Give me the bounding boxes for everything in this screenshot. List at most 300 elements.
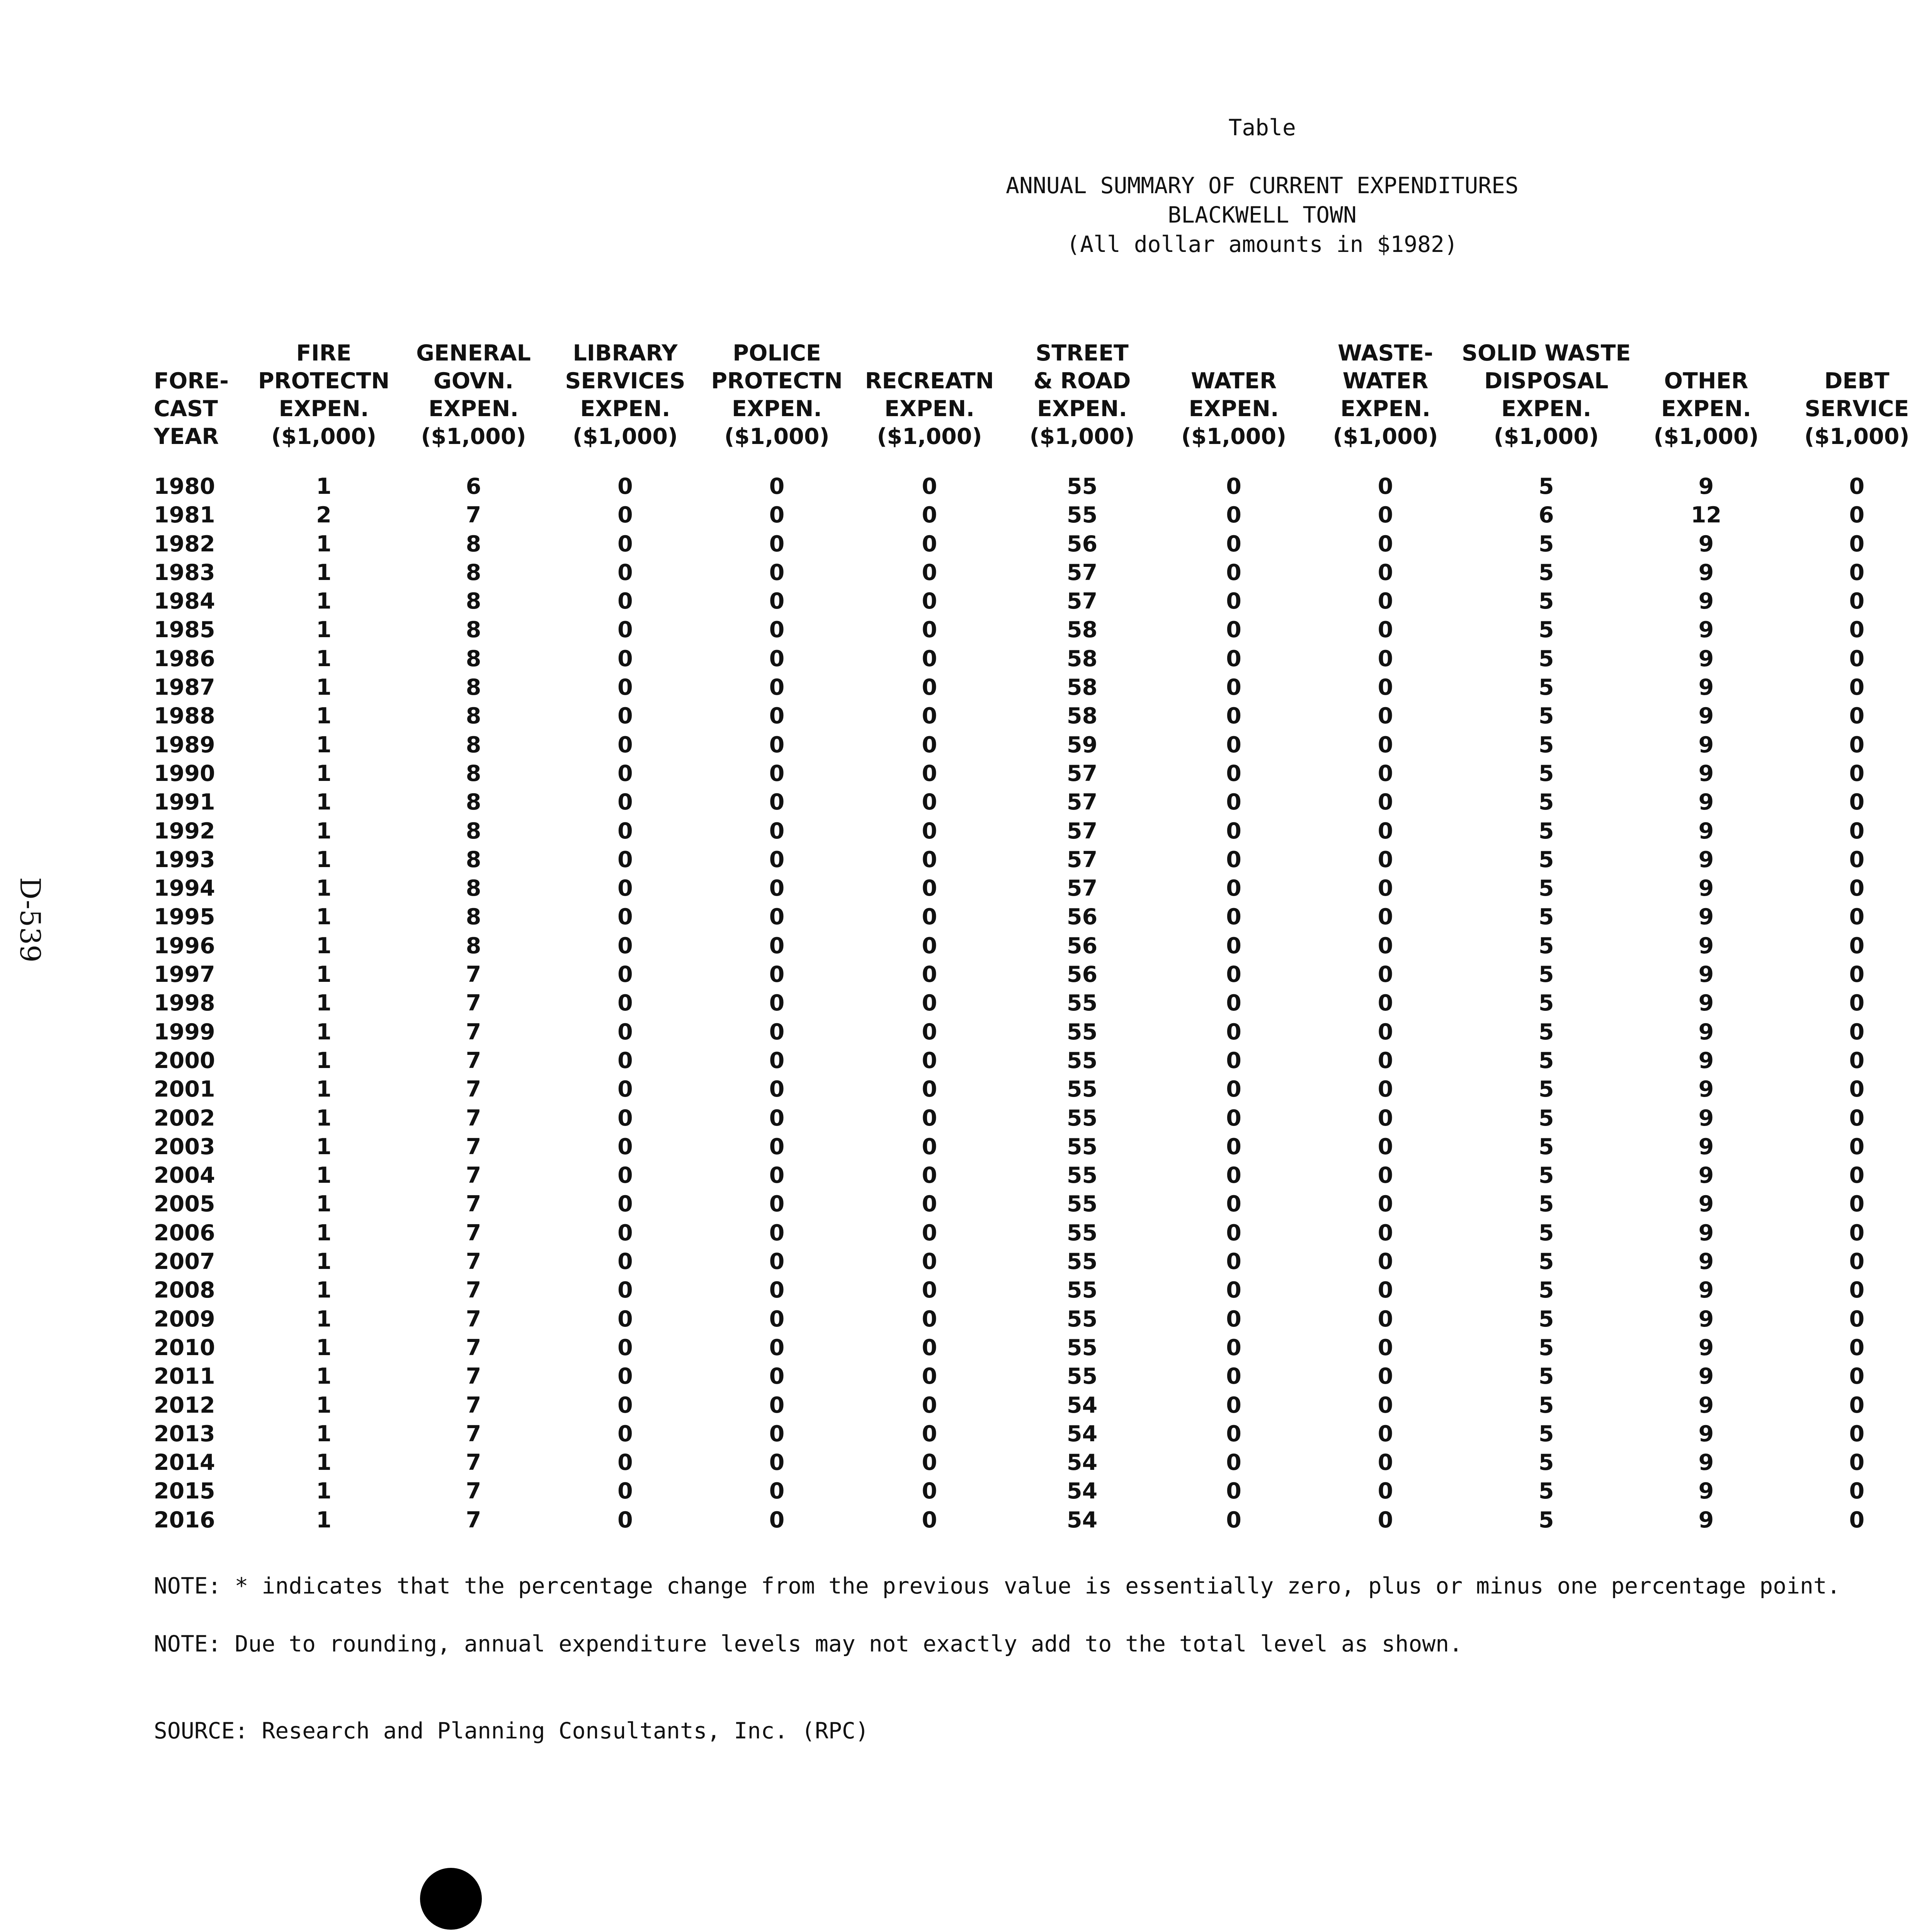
value-cell: 0 <box>617 732 633 758</box>
value-cell: 0 <box>617 876 633 901</box>
value-cell: 9 <box>1698 1364 1714 1389</box>
value-cell: 9 <box>1698 1478 1714 1504</box>
value-cell: 0 <box>1226 1335 1242 1361</box>
value-cell: 0 <box>922 847 937 872</box>
value-cell: 0 <box>769 847 785 872</box>
value-cell: 0 <box>922 617 937 643</box>
value-cell: 0 <box>922 675 937 701</box>
value-cell: 0 <box>1226 1306 1242 1332</box>
year-cell: 1989 <box>154 732 215 758</box>
value-cell: 1 <box>316 847 332 872</box>
table-row <box>154 817 1932 845</box>
column-header-line: EXPEN. <box>279 396 369 422</box>
value-cell: 57 <box>1066 847 1098 872</box>
value-cell: 0 <box>1849 703 1865 729</box>
value-cell: 55 <box>1066 1105 1098 1131</box>
value-cell: 5 <box>1538 1249 1554 1275</box>
year-cell: 1982 <box>154 531 215 557</box>
value-cell: 5 <box>1538 818 1554 844</box>
value-cell: 0 <box>1378 1134 1393 1160</box>
table-row <box>154 558 1932 587</box>
value-cell: 0 <box>922 646 937 672</box>
value-cell: 0 <box>1226 703 1242 729</box>
value-cell: 0 <box>1378 1306 1393 1332</box>
year-cell: 1981 <box>154 502 215 528</box>
value-cell: 0 <box>1226 1249 1242 1275</box>
table-row <box>154 702 1932 730</box>
table-row <box>154 960 1932 989</box>
value-cell: 0 <box>1226 646 1242 672</box>
value-cell: 5 <box>1538 1163 1554 1189</box>
value-cell: 0 <box>922 732 937 758</box>
value-cell: 9 <box>1698 818 1714 844</box>
year-cell: 1983 <box>154 560 215 585</box>
value-cell: 5 <box>1538 1392 1554 1418</box>
value-cell: 0 <box>1849 876 1865 901</box>
value-cell: 7 <box>466 1249 481 1275</box>
value-cell: 8 <box>466 646 481 672</box>
year-cell: 2004 <box>154 1163 215 1189</box>
title-block <box>0 171 1932 259</box>
value-cell: 1 <box>316 1364 332 1389</box>
value-cell: 5 <box>1538 1450 1554 1476</box>
value-cell: 0 <box>1226 560 1242 585</box>
value-cell: 9 <box>1698 617 1714 643</box>
value-cell: 0 <box>922 904 937 930</box>
column-header-line: FIRE <box>296 340 352 366</box>
column-header-line: PROTECTN <box>711 368 843 394</box>
value-cell: 0 <box>922 1048 937 1073</box>
value-cell: 0 <box>922 1277 937 1303</box>
value-cell: 0 <box>1378 1105 1393 1131</box>
value-cell: 59 <box>1066 732 1098 758</box>
value-cell: 0 <box>617 646 633 672</box>
table-row <box>154 1448 1932 1477</box>
value-cell: 0 <box>922 1163 937 1189</box>
value-cell: 0 <box>1226 502 1242 528</box>
value-cell: 57 <box>1066 588 1098 614</box>
value-cell: 0 <box>922 962 937 988</box>
value-cell: 9 <box>1698 646 1714 672</box>
value-cell: 0 <box>769 646 785 672</box>
value-cell: 7 <box>466 1507 481 1533</box>
column-header-line: GENERAL <box>416 340 531 366</box>
value-cell: 1 <box>316 1134 332 1160</box>
value-cell: 9 <box>1698 560 1714 585</box>
value-cell: 0 <box>769 675 785 701</box>
header-row <box>154 367 1932 395</box>
column-header-line <box>853 339 1006 367</box>
value-cell: 0 <box>617 1277 633 1303</box>
value-cell: 9 <box>1698 1421 1714 1447</box>
column-header-line: WATER <box>1342 368 1429 394</box>
column-header-line: EXPEN. <box>732 396 822 422</box>
value-cell: 9 <box>1698 1048 1714 1073</box>
value-cell: 0 <box>617 760 633 786</box>
value-cell: 0 <box>1378 1048 1393 1073</box>
value-cell: 0 <box>1226 1105 1242 1131</box>
value-cell: 0 <box>769 560 785 585</box>
source-line: SOURCE: Research and Planning Consultants, Inc. (RPC) <box>154 1718 869 1744</box>
table-row <box>154 673 1932 702</box>
table-row <box>154 788 1932 816</box>
value-cell: 8 <box>466 588 481 614</box>
value-cell: 0 <box>1849 646 1865 672</box>
value-cell: 9 <box>1698 933 1714 959</box>
value-cell: 0 <box>617 675 633 701</box>
value-cell: 0 <box>617 617 633 643</box>
table-row <box>154 1161 1932 1190</box>
value-cell: 0 <box>1378 1364 1393 1389</box>
value-cell: 0 <box>769 1163 785 1189</box>
value-cell: 0 <box>922 1220 937 1246</box>
value-cell: 5 <box>1538 1077 1554 1102</box>
value-cell: 0 <box>769 904 785 930</box>
value-cell: 0 <box>617 1134 633 1160</box>
year-cell: 1988 <box>154 703 215 729</box>
note-percent-change: NOTE: * indicates that the percentage change from the previous value is essentially zero, plus or minus one percentage point. <box>154 1573 1840 1599</box>
value-cell: 0 <box>1849 588 1865 614</box>
value-cell: 0 <box>1378 962 1393 988</box>
table-row <box>154 731 1932 759</box>
value-cell: 1 <box>316 933 332 959</box>
value-cell: 0 <box>617 847 633 872</box>
value-cell: 7 <box>466 1335 481 1361</box>
value-cell: 0 <box>1849 904 1865 930</box>
value-cell: 9 <box>1698 531 1714 557</box>
value-cell: 0 <box>1226 760 1242 786</box>
value-cell: 54 <box>1066 1421 1098 1447</box>
value-cell: 0 <box>922 1105 937 1131</box>
value-cell: 0 <box>1849 1134 1865 1160</box>
table-label: Table <box>1228 114 1296 141</box>
value-cell: 1 <box>316 1507 332 1533</box>
value-cell: 1 <box>316 1220 332 1246</box>
value-cell: 1 <box>316 1105 332 1131</box>
value-cell: 0 <box>1226 588 1242 614</box>
value-cell: 0 <box>922 876 937 901</box>
value-cell: 0 <box>922 560 937 585</box>
value-cell: 7 <box>466 990 481 1016</box>
value-cell: 57 <box>1066 560 1098 585</box>
value-cell: 55 <box>1066 1077 1098 1102</box>
value-cell: 9 <box>1698 1450 1714 1476</box>
value-cell: 0 <box>922 1364 937 1389</box>
value-cell: 1 <box>316 1335 332 1361</box>
column-header-line: ($1,000) <box>877 424 982 449</box>
value-cell: 9 <box>1698 1077 1714 1102</box>
value-cell: 0 <box>617 1507 633 1533</box>
value-cell: 0 <box>922 502 937 528</box>
value-cell: 0 <box>1849 1191 1865 1217</box>
value-cell: 0 <box>1378 789 1393 815</box>
value-cell: 0 <box>1378 1077 1393 1102</box>
value-cell: 0 <box>1378 847 1393 872</box>
header-row <box>154 339 1932 367</box>
column-header-line: YEAR <box>154 424 219 449</box>
column-header-line: ($1,000) <box>1333 424 1438 449</box>
value-cell: 1 <box>316 1478 332 1504</box>
value-cell: 5 <box>1538 876 1554 901</box>
value-cell: 0 <box>1226 1019 1242 1045</box>
value-cell: 56 <box>1066 904 1098 930</box>
table-row <box>154 759 1932 788</box>
value-cell: 9 <box>1698 1220 1714 1246</box>
column-header-line: EXPEN. <box>884 396 975 422</box>
value-cell: 8 <box>466 876 481 901</box>
value-cell: 1 <box>316 789 332 815</box>
value-cell: 0 <box>922 1478 937 1504</box>
value-cell: 0 <box>1378 1249 1393 1275</box>
value-cell: 7 <box>466 962 481 988</box>
value-cell: 0 <box>1226 1163 1242 1189</box>
table-row <box>154 1075 1932 1104</box>
value-cell: 0 <box>1849 1048 1865 1073</box>
value-cell: 9 <box>1698 789 1714 815</box>
value-cell: 0 <box>1378 818 1393 844</box>
value-cell: 8 <box>466 933 481 959</box>
value-cell: 0 <box>1378 1335 1393 1361</box>
value-cell: 0 <box>1226 1277 1242 1303</box>
value-cell: 0 <box>617 1335 633 1361</box>
value-cell: 57 <box>1066 760 1098 786</box>
table-row <box>154 1333 1932 1362</box>
value-cell: 1 <box>316 1277 332 1303</box>
value-cell: 9 <box>1698 1134 1714 1160</box>
value-cell: 55 <box>1066 990 1098 1016</box>
value-cell: 0 <box>1849 1507 1865 1533</box>
value-cell: 9 <box>1698 474 1714 499</box>
value-cell: 1 <box>316 474 332 499</box>
value-cell: 0 <box>1378 703 1393 729</box>
column-header-line: SOLID WASTE <box>1462 340 1631 366</box>
value-cell: 0 <box>769 588 785 614</box>
value-cell: 0 <box>1378 617 1393 643</box>
value-cell: 0 <box>1849 1450 1865 1476</box>
value-cell: 2 <box>316 502 332 528</box>
value-cell: 57 <box>1066 818 1098 844</box>
value-cell: 1 <box>316 1163 332 1189</box>
value-cell: 0 <box>1849 990 1865 1016</box>
year-cell: 2006 <box>154 1220 215 1246</box>
value-cell: 54 <box>1066 1450 1098 1476</box>
column-header-line: EXPEN. <box>1189 396 1279 422</box>
value-cell: 0 <box>922 1507 937 1533</box>
value-cell: 55 <box>1066 1306 1098 1332</box>
column-header-line: EXPEN. <box>580 396 670 422</box>
year-cell: 1998 <box>154 990 215 1016</box>
year-cell: 1992 <box>154 818 215 844</box>
value-cell: 5 <box>1538 646 1554 672</box>
value-cell: 0 <box>1849 1220 1865 1246</box>
column-header-line: CAST <box>154 396 218 422</box>
value-cell: 1 <box>316 1306 332 1332</box>
column-header-line: ($1,000) <box>1181 424 1287 449</box>
value-cell: 56 <box>1066 531 1098 557</box>
value-cell: 0 <box>922 1421 937 1447</box>
column-header-line <box>1158 339 1309 367</box>
value-cell: 1 <box>316 703 332 729</box>
value-cell: 1 <box>316 1421 332 1447</box>
value-cell: 0 <box>617 1163 633 1189</box>
value-cell: 55 <box>1066 1191 1098 1217</box>
note-rounding: NOTE: Due to rounding, annual expenditure levels may not exactly add to the total level as shown. <box>154 1631 1463 1657</box>
value-cell: 0 <box>1378 531 1393 557</box>
table-row <box>154 645 1932 673</box>
value-cell: 7 <box>466 1019 481 1045</box>
value-cell: 5 <box>1538 1105 1554 1131</box>
value-cell: 5 <box>1538 617 1554 643</box>
value-cell: 0 <box>1226 1421 1242 1447</box>
column-header-line: STREET <box>1036 340 1129 366</box>
value-cell: 0 <box>617 962 633 988</box>
value-cell: 58 <box>1066 646 1098 672</box>
column-header-line: WATER <box>1191 368 1277 394</box>
value-cell: 0 <box>769 760 785 786</box>
value-cell: 0 <box>1849 847 1865 872</box>
table-row <box>154 874 1932 903</box>
year-cell: 1987 <box>154 675 215 701</box>
column-header-line: EXPEN. <box>1501 396 1592 422</box>
value-cell: 0 <box>1226 990 1242 1016</box>
table-row <box>154 1276 1932 1304</box>
year-cell: 1985 <box>154 617 215 643</box>
value-cell: 12 <box>1690 502 1722 528</box>
value-cell: 8 <box>466 847 481 872</box>
value-cell: 9 <box>1698 1191 1714 1217</box>
value-cell: 5 <box>1538 732 1554 758</box>
value-cell: 5 <box>1538 1048 1554 1073</box>
value-cell: 0 <box>617 1364 633 1389</box>
value-cell: 5 <box>1538 847 1554 872</box>
value-cell: 5 <box>1538 1277 1554 1303</box>
value-cell: 58 <box>1066 703 1098 729</box>
value-cell: 1 <box>316 1077 332 1102</box>
value-cell: 0 <box>617 933 633 959</box>
value-cell: 0 <box>1849 675 1865 701</box>
value-cell: 0 <box>1378 502 1393 528</box>
header-row <box>154 395 1932 423</box>
value-cell: 5 <box>1538 933 1554 959</box>
column-header-line: EXPEN. <box>1037 396 1127 422</box>
table-row <box>154 472 1932 501</box>
value-cell: 0 <box>617 474 633 499</box>
value-cell: 0 <box>922 1306 937 1332</box>
value-cell: 0 <box>617 560 633 585</box>
year-cell: 2002 <box>154 1105 215 1131</box>
value-cell: 0 <box>617 904 633 930</box>
value-cell: 0 <box>1226 531 1242 557</box>
value-cell: 0 <box>1226 617 1242 643</box>
value-cell: 0 <box>1378 933 1393 959</box>
value-cell: 5 <box>1538 990 1554 1016</box>
value-cell: 5 <box>1538 474 1554 499</box>
value-cell: 0 <box>617 1306 633 1332</box>
column-header-line: DISPOSAL <box>1484 368 1609 394</box>
value-cell: 0 <box>1378 760 1393 786</box>
year-cell: 1995 <box>154 904 215 930</box>
value-cell: 0 <box>1226 1507 1242 1533</box>
year-cell: 1986 <box>154 646 215 672</box>
value-cell: 0 <box>617 1450 633 1476</box>
value-cell: 0 <box>922 588 937 614</box>
value-cell: 0 <box>617 990 633 1016</box>
value-cell: 5 <box>1538 1364 1554 1389</box>
value-cell: 8 <box>466 675 481 701</box>
value-cell: 0 <box>1378 1163 1393 1189</box>
value-cell: 0 <box>1378 876 1393 901</box>
value-cell: 9 <box>1698 1277 1714 1303</box>
side-page-mark: D-539 <box>14 877 46 963</box>
value-cell: 9 <box>1698 588 1714 614</box>
value-cell: 1 <box>316 732 332 758</box>
value-cell: 0 <box>1849 1478 1865 1504</box>
value-cell: 0 <box>617 588 633 614</box>
year-cell: 1991 <box>154 789 215 815</box>
column-header-line: RECREATN <box>865 368 994 394</box>
value-cell: 0 <box>1849 1163 1865 1189</box>
value-cell: 5 <box>1538 1306 1554 1332</box>
column-header-line: ($1,000) <box>1804 424 1910 449</box>
value-cell: 0 <box>1378 1450 1393 1476</box>
value-cell: 0 <box>1378 675 1393 701</box>
value-cell: 1 <box>316 1019 332 1045</box>
year-cell: 1990 <box>154 760 215 786</box>
table-header <box>154 339 1932 472</box>
table-row <box>154 903 1932 931</box>
table-row <box>154 616 1932 644</box>
value-cell: 8 <box>466 818 481 844</box>
value-cell: 0 <box>1849 1249 1865 1275</box>
value-cell: 1 <box>316 560 332 585</box>
value-cell: 0 <box>922 1335 937 1361</box>
value-cell: 0 <box>1226 1134 1242 1160</box>
value-cell: 0 <box>1226 1220 1242 1246</box>
value-cell: 0 <box>1378 1220 1393 1246</box>
value-cell: 0 <box>1226 1392 1242 1418</box>
value-cell: 7 <box>466 1421 481 1447</box>
value-cell: 1 <box>316 675 332 701</box>
value-cell: 7 <box>466 1191 481 1217</box>
table-row <box>154 845 1932 874</box>
value-cell: 0 <box>922 531 937 557</box>
value-cell: 8 <box>466 531 481 557</box>
value-cell: 8 <box>466 789 481 815</box>
value-cell: 7 <box>466 1364 481 1389</box>
value-cell: 9 <box>1698 876 1714 901</box>
value-cell: 0 <box>1849 818 1865 844</box>
table-body <box>154 472 1932 1534</box>
value-cell: 0 <box>1226 847 1242 872</box>
value-cell: 1 <box>316 904 332 930</box>
value-cell: 58 <box>1066 617 1098 643</box>
value-cell: 0 <box>1378 560 1393 585</box>
value-cell: 0 <box>769 1134 785 1160</box>
value-cell: 0 <box>1226 1077 1242 1102</box>
value-cell: 0 <box>922 1392 937 1418</box>
value-cell: 56 <box>1066 933 1098 959</box>
year-cell: 2001 <box>154 1077 215 1102</box>
column-header-line <box>1782 339 1932 367</box>
table-row <box>154 1247 1932 1276</box>
value-cell: 0 <box>1378 474 1393 499</box>
value-cell: 9 <box>1698 1019 1714 1045</box>
table-row <box>154 1362 1932 1391</box>
value-cell: 0 <box>1849 1421 1865 1447</box>
value-cell: 9 <box>1698 1392 1714 1418</box>
value-cell: 55 <box>1066 1019 1098 1045</box>
value-cell: 0 <box>769 789 785 815</box>
